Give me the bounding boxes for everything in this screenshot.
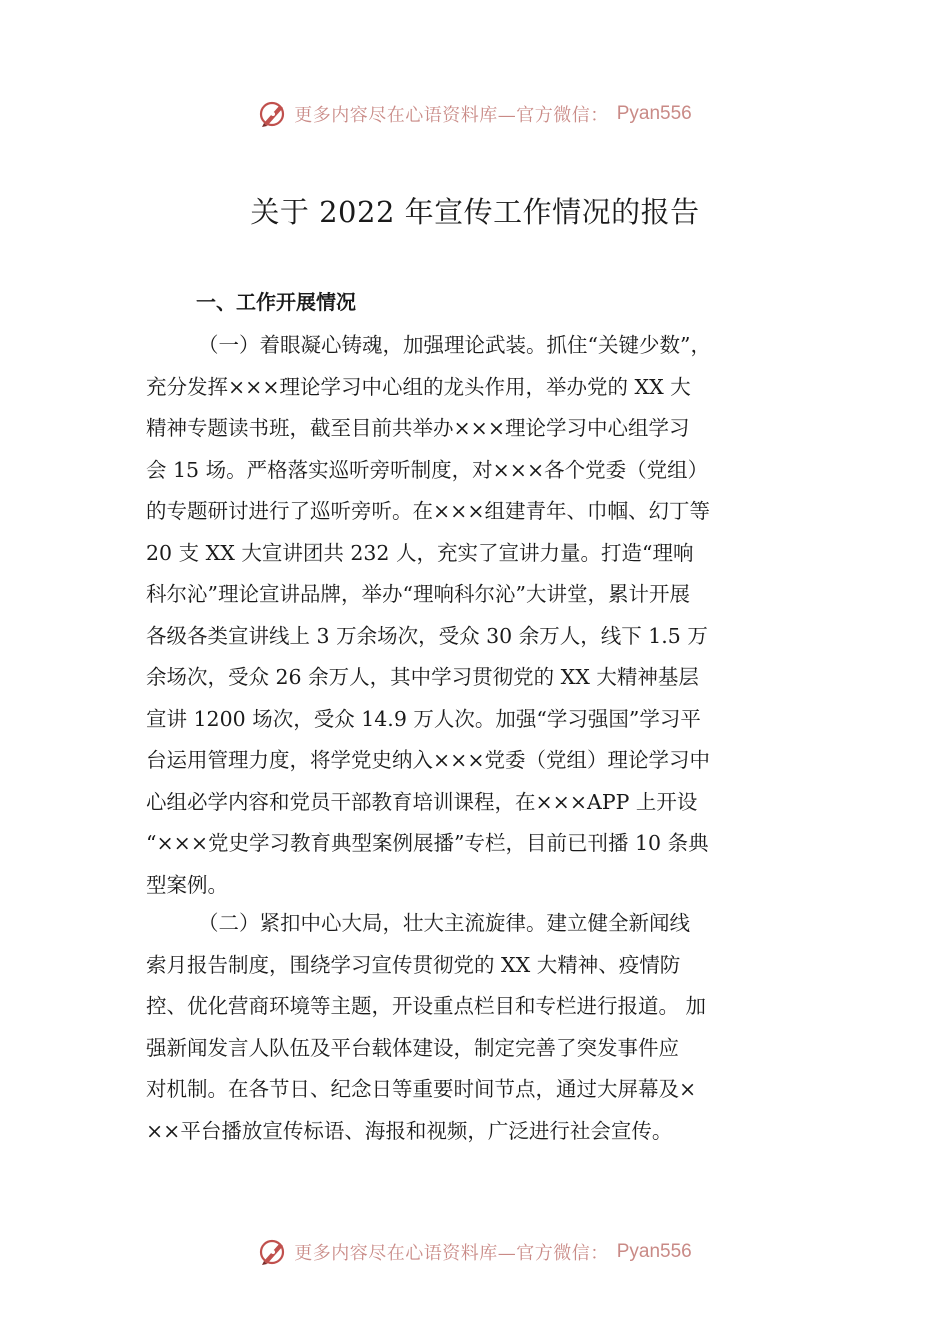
text-line: （二）紧扣中心大局，壮大主流旋律。建立健全新闻线 bbox=[198, 911, 690, 935]
text-line: 精神专题读书班，截至目前共举办×××理论学习中心组学习 bbox=[146, 416, 690, 440]
text-line: 宣讲 1200 场次，受众 14.9 万人次。加强“学习强国”学习平 bbox=[146, 706, 701, 731]
watermark-banner-bottom bbox=[0, 1232, 950, 1272]
text-line: 型案例。 bbox=[146, 872, 228, 897]
text-line: 各级各类宣讲线上 3 万余场次，受众 30 余万人，线下 1.5 万 bbox=[146, 623, 708, 648]
text-line: 控、优化营商环境等主题，开设重点栏目和专栏进行报道。 加 bbox=[146, 994, 707, 1018]
watermark-text: 更多内容尽在心语资料库—官方微信： bbox=[294, 105, 609, 126]
text-line: 的专题研讨进行了巡听旁听。在×××组建青年、巾帼、幻丁等 bbox=[146, 499, 711, 523]
pen-logo-icon bbox=[258, 1237, 288, 1267]
paragraph-2 bbox=[146, 903, 816, 1152]
section-heading: 一、工作开展情况 bbox=[196, 290, 356, 314]
watermark-id: Pyan556 bbox=[616, 1241, 692, 1262]
text-line: 20 支 XX 大宣讲团共 232 人，充实了宣讲力量。打造“理响 bbox=[146, 540, 694, 565]
text-line: 台运用管理力度，将学党史纳入×××党委（党组）理论学习中 bbox=[146, 748, 711, 772]
text-line: ××平台播放宣传标语、海报和视频，广泛进行社会宣传。 bbox=[146, 1118, 673, 1143]
text-line: 会 15 场。严格落实巡听旁听制度，对×××各个党委（党组） bbox=[146, 457, 709, 482]
page-title: 关于 2022 年宣传工作情况的报告 bbox=[250, 195, 700, 229]
text-line: 强新闻发言人队伍及平台载体建设，制定完善了突发事件应 bbox=[146, 1035, 679, 1060]
pen-logo-icon bbox=[258, 99, 288, 129]
watermark-banner-top bbox=[0, 94, 950, 134]
watermark-text: 更多内容尽在心语资料库—官方微信： bbox=[294, 1243, 609, 1264]
text-line: 充分发挥×××理论学习中心组的龙头作用，举办党的 XX 大 bbox=[146, 374, 691, 399]
text-line: 对机制。在各节日、纪念日等重要时间节点，通过大屏幕及× bbox=[146, 1077, 697, 1101]
text-line: 科尔沁”理论宣讲品牌，举办“理响科尔沁”大讲堂，累计开展 bbox=[146, 582, 690, 606]
paragraph-1 bbox=[146, 325, 816, 906]
text-line: 余场次，受众 26 余万人，其中学习贯彻党的 XX 大精神基层 bbox=[146, 665, 699, 689]
text-line: 心组必学内容和党员干部教育培训课程，在×××APP 上开设 bbox=[146, 789, 698, 814]
text-line: 索月报告制度，围绕学习宣传贯彻党的 XX 大精神、疫情防 bbox=[146, 952, 681, 977]
watermark-id: Pyan556 bbox=[616, 103, 692, 124]
text-line: （一）着眼凝心铸魂，加强理论武装。抓住“关键少数”， bbox=[198, 333, 711, 357]
text-line: “×××党史学习教育典型案例展播”专栏，目前已刊播 10 条典 bbox=[146, 831, 709, 855]
